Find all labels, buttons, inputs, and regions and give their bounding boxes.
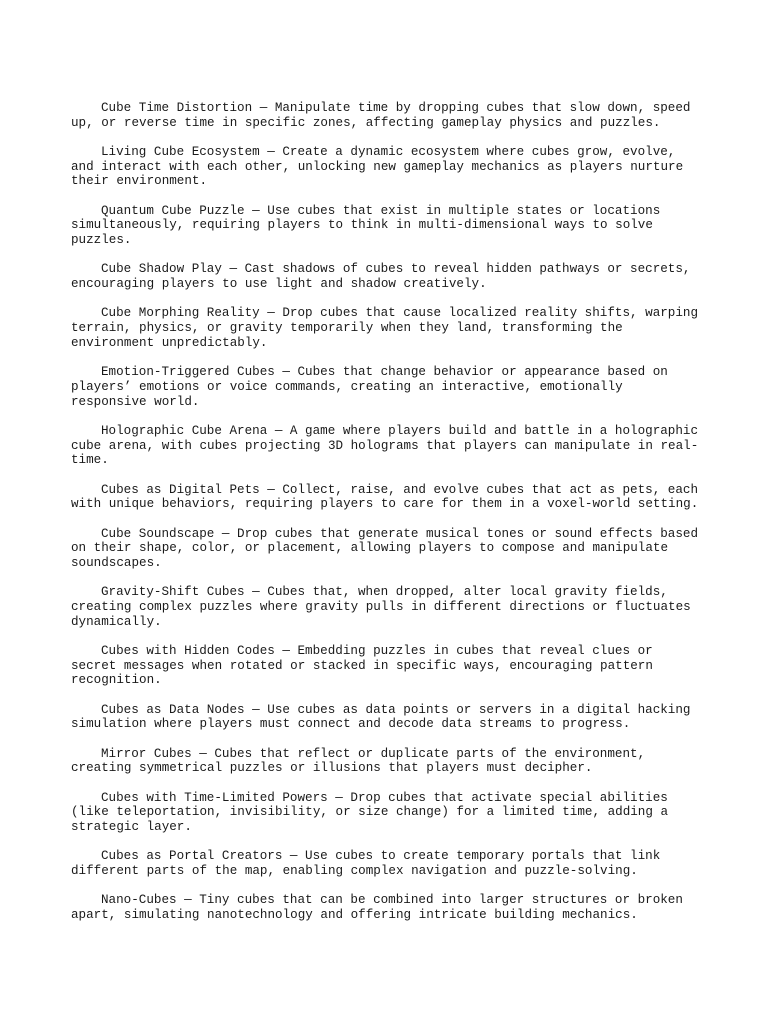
paragraph-living-cube-ecosystem: Living Cube Ecosystem — Create a dynamic ecosystem where cubes grow, evolve, and interact with each other, unlocking new gameplay mechanics as players nurture their environment.: [71, 145, 684, 189]
paragraph-gravity-shift-cubes: Gravity-Shift Cubes — Cubes that, when dropped, alter local gravity fields, creating complex puzzles where gravity pulls in different directions or fluctuates dynamically.: [71, 585, 691, 629]
paragraph-cubes-as-digital-pets: Cubes as Digital Pets — Collect, raise, and evolve cubes that act as pets, each with unique behaviors, requiring players to care for them in a voxel-world setting.: [71, 482, 699, 512]
paragraph-quantum-cube-puzzle: Quantum Cube Puzzle — Use cubes that exist in multiple states or locations simultaneously, requiring players to think in multi-dimensional ways to solve puzzles.: [71, 203, 661, 248]
paragraph-cube-shadow-play: Cube Shadow Play — Cast shadows of cubes to reveal hidden pathways or secrets, encouraging players to use light and shadow creatively.: [71, 262, 691, 292]
paragraph-cubes-with-time-limited-powers: Cubes with Time-Limited Powers — Drop cubes that activate special abilities (like teleportation, invisibility, or size change) for a limited time, adding a strategic layer.: [71, 790, 669, 835]
paragraph-cube-morphing-reality: Cube Morphing Reality — Drop cubes that cause localized reality shifts, warping terrain, physics, or gravity temporarily when they land, transforming the environment unpredictably.: [71, 306, 699, 350]
paragraph-cube-soundscape: Cube Soundscape — Drop cubes that generate musical tones or sound effects based on their shape, color, or placement, allowing players to compose and manipulate soundscapes.: [71, 526, 699, 570]
paragraph-cubes-as-data-nodes: Cubes as Data Nodes — Use cubes as data points or servers in a digital hacking simulation where players must connect and decode data streams to progress.: [71, 702, 691, 732]
paragraph-holographic-cube-arena: Holographic Cube Arena — A game where players build and battle in a holographic cube arena, with cubes projecting 3D holograms that players can manipulate in real-time.: [71, 423, 699, 468]
paragraph-cubes-with-hidden-codes: Cubes with Hidden Codes — Embedding puzzles in cubes that reveal clues or secret messages when rotated or stacked in specific ways, encouraging pattern recognition.: [71, 643, 653, 688]
document-page: [71, 101, 701, 937]
paragraph-mirror-cubes: Mirror Cubes — Cubes that reflect or duplicate parts of the environment, creating symmetrical puzzles or illusions that players must decipher.: [71, 746, 646, 776]
paragraph-emotion-triggered-cubes: Emotion-Triggered Cubes — Cubes that change behavior or appearance based on players’ emotions or voice commands, creating an interactive, emotionally responsive world.: [71, 365, 668, 409]
paragraph-cube-time-distortion: Cube Time Distortion — Manipulate time by dropping cubes that slow down, speed up, or reverse time in specific zones, affecting gameplay physics and puzzles.: [71, 101, 691, 130]
paragraph-nano-cubes: Nano-Cubes — Tiny cubes that can be combined into larger structures or broken apart, simulating nanotechnology and offering intricate building mechanics.: [71, 893, 683, 923]
paragraph-cubes-as-portal-creators: Cubes as Portal Creators — Use cubes to create temporary portals that link different parts of the map, enabling complex navigation and puzzle-solving.: [71, 849, 661, 879]
